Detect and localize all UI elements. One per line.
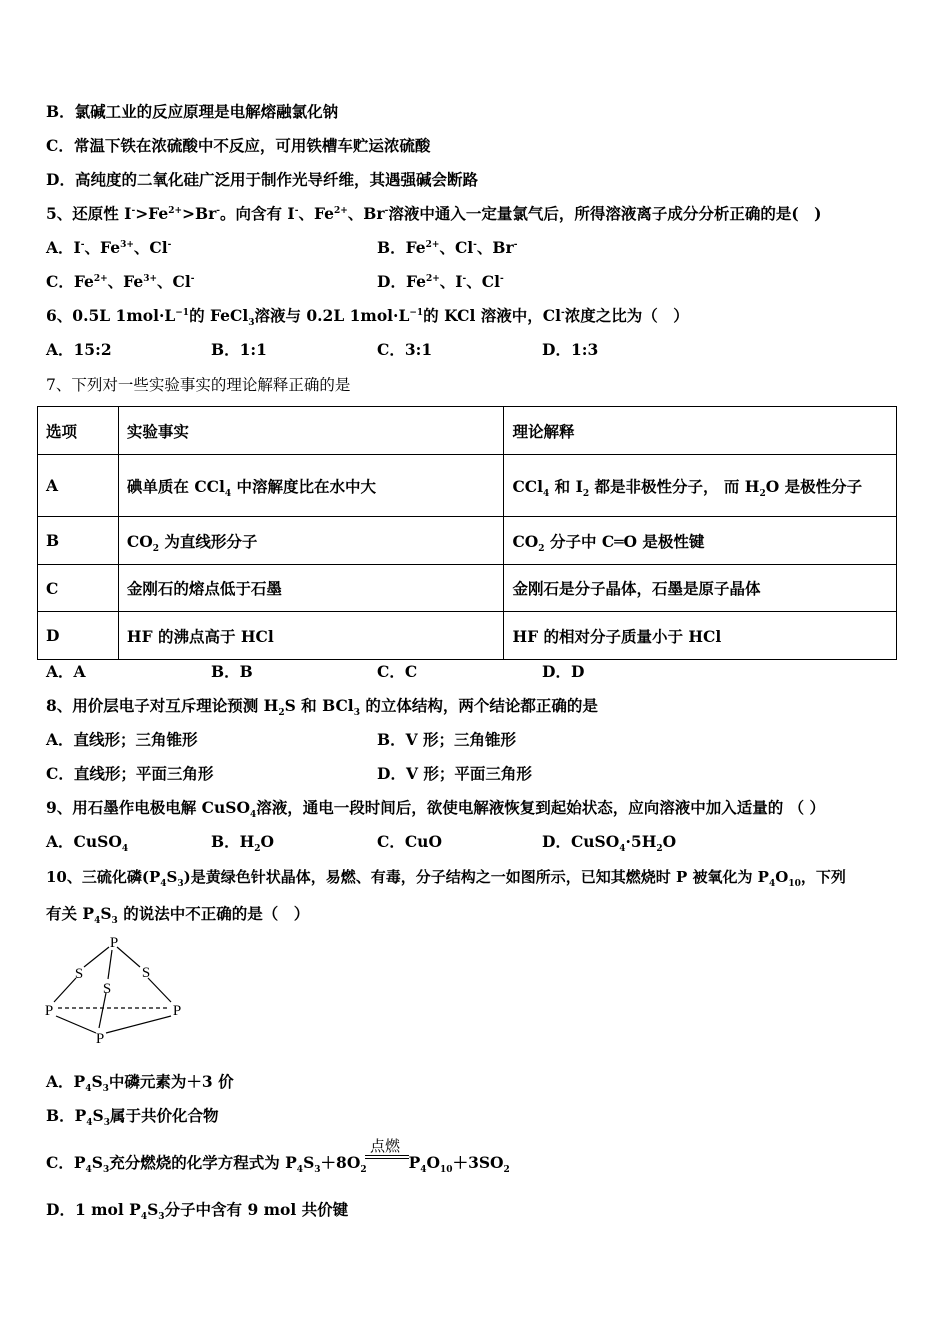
table-row <box>38 517 897 565</box>
q5-option-a: A．I-、$Fe^{3+}$、Cl- <box>46 238 172 257</box>
q7-table <box>37 406 897 660</box>
reaction-condition-ignite: 点燃 <box>370 1137 401 1155</box>
q7-stem: 7、下列对一些实验事实的理论解释正确的是 <box>46 376 351 394</box>
bond-p-right-p-bottom <box>106 1016 171 1033</box>
q8-option-a: A．直线形；三角锥形 <box>46 730 198 749</box>
q7-option-b: B．B <box>211 662 253 681</box>
bond-s-mid-p-bottom <box>99 993 106 1028</box>
q10-stem-line1: 10、三硫化磷$(P_4S_3)$是黄绿色针状晶体，易燃、有毒，分子结构之一如图所示，已知其燃烧时 P 被氧化为 $P_4O_{10}$，下列 <box>46 868 846 889</box>
header-fact: 实验事实 <box>118 407 504 455</box>
row-explanation: HF 的相对分子质量小于 HCl <box>504 612 897 660</box>
reaction-double-line <box>364 1154 410 1160</box>
bond-p-left-p-bottom <box>56 1016 96 1033</box>
q7-option-d: D．D <box>542 662 585 681</box>
q10-option-a: A．$P_4S_3$中磷元素为＋3 价 <box>46 1072 234 1095</box>
atom-s-mid: S <box>102 981 112 997</box>
q6-option-c: C．3:1 <box>377 340 433 359</box>
atom-s-left: S <box>74 966 84 982</box>
table-row <box>38 612 897 660</box>
q8-option-b: B．V 形；三角锥形 <box>377 730 517 749</box>
q5-option-b: B．$Fe^{2+}$、Cl-、Br- <box>377 238 518 257</box>
q10-option-c: C．$P_4S_3$充分燃烧的化学方程式为 $P_4S_3+8O_2$ $P_4O_{10}+3SO_2$ <box>46 1153 510 1176</box>
q4-option-d: D．高纯度的二氧化硅广泛用于制作光导纤维，其遇强碱会断路 <box>46 170 478 189</box>
q9-option-b: B．$H_2O$ <box>211 832 275 855</box>
bond-p-top-s-left <box>84 947 109 967</box>
atom-p-left: P <box>44 1003 54 1019</box>
row-option: A <box>38 455 119 517</box>
q9-option-d: D．$CuSO_4\cdot 5H_2O$ <box>542 832 677 855</box>
row-explanation: 金刚石是分子晶体，石墨是原子晶体 <box>504 565 897 612</box>
q4-option-c: C．常温下铁在浓硫酸中不反应，可用铁槽车贮运浓硫酸 <box>46 136 431 155</box>
row-fact: HF 的沸点高于 HCl <box>118 612 504 660</box>
q10-option-b: B．$P_4S_3$属于共价化合物 <box>46 1106 219 1129</box>
bond-s-right-p-right <box>148 978 171 1002</box>
q5-stem: 5、还原性 $I^->Fe^{2+}>Br^-$。向含有 I-、$Fe^{2+}$、Br-溶液中通入一定量氯气后，所得溶液离子成分分析正确的是( ) <box>46 204 822 223</box>
bond-p-top-s-right <box>117 947 140 967</box>
q7-option-a: A．A <box>46 662 86 681</box>
p4s3-structure-diagram <box>40 932 190 1050</box>
q8-option-c: C．直线形；平面三角形 <box>46 764 214 783</box>
table-row <box>38 455 897 517</box>
q6-stem: 6、0.5L $1mol\cdot L^{-1}$的 FeCl$_3$溶液与 0.2L $1mol\cdot L^{-1}$的 KCl 溶液中，Cl-浓度之比为（ ） <box>46 306 689 329</box>
row-option: B <box>38 517 119 565</box>
q5-option-c: C．$Fe^{2+}$、$Fe^{3+}$、Cl- <box>46 272 195 291</box>
header-option: 选项 <box>38 407 119 455</box>
q8-stem: 8、用价层电子对互斥理论预测 $H_2S$ 和 BCl$_3$ 的立体结构，两个结论都正确的是 <box>46 696 598 719</box>
atom-p-bottom: P <box>95 1031 105 1047</box>
q6-option-d: D．1:3 <box>542 340 599 359</box>
q9-stem: 9、用石墨作电极电解 CuSO$_4$溶液，通电一段时间后，欲使电解液恢复到起始状态，应向溶液中加入适量的 （ ） <box>46 798 826 821</box>
table-row <box>38 565 897 612</box>
atom-p-right: P <box>172 1003 182 1019</box>
q6-option-b: B．1:1 <box>211 340 267 359</box>
header-explanation: 理论解释 <box>504 407 897 455</box>
bond-p-top-s-mid <box>108 950 112 979</box>
bond-s-left-p-left <box>54 978 76 1002</box>
q8-option-d: D．V 形；平面三角形 <box>377 764 532 783</box>
row-explanation: CCl$_4$ 和 $I_2$ 都是非极性分子， 而 $H_2O$ 是极性分子 <box>504 455 897 517</box>
q9-option-a: A．CuSO$_4$ <box>46 832 129 855</box>
row-fact: 金刚石的熔点低于石墨 <box>118 565 504 612</box>
q7-option-c: C．C <box>377 662 418 681</box>
q10-option-d: D．1 mol $P_4S_3$分子中含有 9 mol 共价键 <box>46 1200 349 1223</box>
row-option: D <box>38 612 119 660</box>
row-fact: $CO_2$ 为直线形分子 <box>118 517 504 565</box>
q9-option-c: C．CuO <box>377 832 442 851</box>
table-header-row <box>38 407 897 455</box>
atom-s-right: S <box>141 965 151 981</box>
atom-p-top: P <box>109 935 119 951</box>
row-explanation: $CO_2$ 分子中 C═O 是极性键 <box>504 517 897 565</box>
q10-stem-line2: 有关 $P_4S_3$ 的说法中不正确的是（ ） <box>46 904 310 927</box>
q6-option-a: A．15:2 <box>46 340 112 359</box>
q5-option-d: D．$Fe^{2+}$、I-、Cl- <box>377 272 504 291</box>
row-option: C <box>38 565 119 612</box>
row-fact: 碘单质在 CCl$_4$ 中溶解度比在水中大 <box>118 455 504 517</box>
q4-option-b: B．氯碱工业的反应原理是电解熔融氯化钠 <box>46 102 339 121</box>
